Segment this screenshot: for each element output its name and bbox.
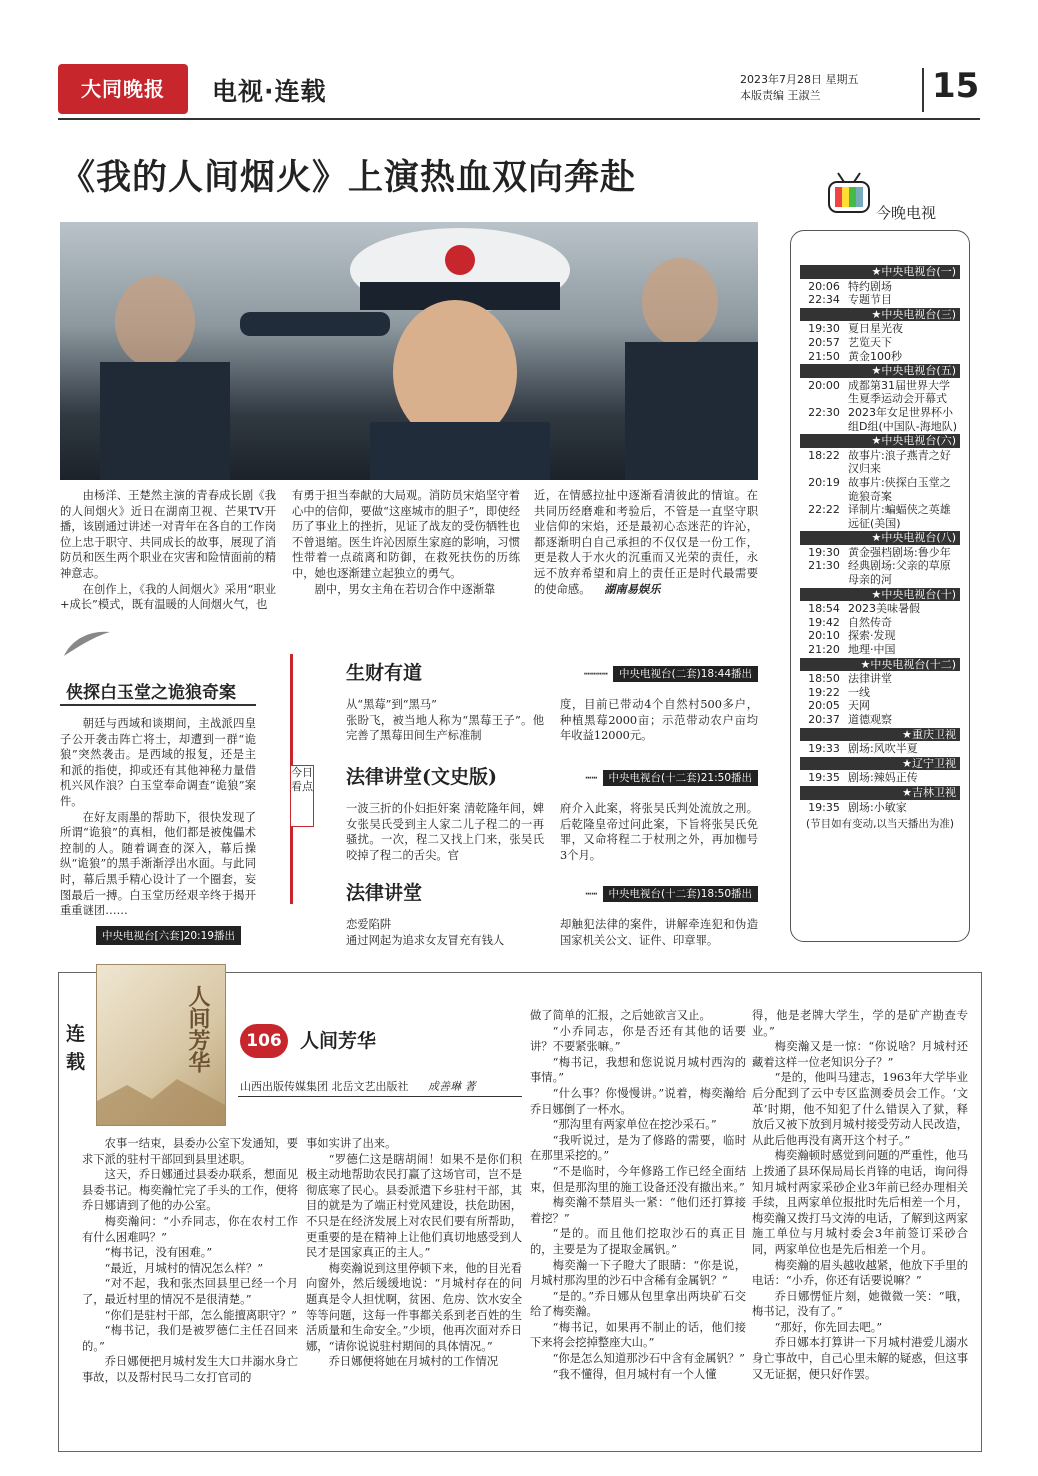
book-cover-mountain-art bbox=[97, 1065, 225, 1125]
page-number-divider bbox=[922, 68, 924, 112]
program-name: 故事片:侠探白玉堂之诡狼奇案 bbox=[848, 475, 951, 503]
episode-number-badge: 106 bbox=[240, 1024, 288, 1058]
program-time: 21:50 bbox=[808, 349, 840, 363]
serial-para: “梅书记，如果再不制止的话，他们接下来将会挖掉整座大山。” bbox=[530, 1320, 746, 1350]
serial-para: “我听说过，是为了修路的需要，临时在那里采挖的。” bbox=[530, 1133, 746, 1163]
highlight-title: 法律讲堂(文史版) bbox=[346, 766, 497, 788]
program-name: 剧场:风吹半夏 bbox=[848, 742, 918, 756]
serial-para: “梅书记，我想和您说说月城村西沟的事情。” bbox=[530, 1055, 746, 1085]
serial-para: 事如实讲了出来。 bbox=[306, 1137, 397, 1150]
serial-para: “你是怎么知道那沙石中含有金属钒？” bbox=[552, 1352, 745, 1366]
program-name: 一线 bbox=[848, 685, 870, 699]
program-row bbox=[800, 406, 960, 433]
program-time: 22:34 bbox=[808, 293, 840, 307]
program-time: 20:57 bbox=[808, 335, 840, 349]
program-time: 19:42 bbox=[808, 615, 840, 629]
program-name: 黄金强档剧场:鲁少年 bbox=[848, 545, 951, 559]
highlight-left-text: 一波三折的仆妇拒奸案 清乾隆年间，婢女张吴氏受到主人家二儿子程二的一再骚扰。一次，程二又找上门来，张吴氏咬掉了程二的舌尖。官 bbox=[346, 802, 544, 862]
serial-col-3 bbox=[530, 1008, 746, 1382]
channel-header: ★辽宁卫视 bbox=[800, 757, 960, 771]
program-row bbox=[800, 699, 960, 713]
program-row bbox=[800, 350, 960, 364]
tonight-tv-title: 今晚电视 bbox=[876, 204, 937, 222]
serial-para: “那沟里有两家单位在挖沙采石。” bbox=[552, 1118, 717, 1132]
serial-para: 梅奕瀚问：“小乔同志，你在农村工作有什么困难吗？” bbox=[82, 1214, 298, 1244]
program-row bbox=[800, 643, 960, 657]
program-time: 18:22 bbox=[808, 448, 840, 462]
serial-para: “罗德仁这是瞎胡闹！如果不是你们积极主动地帮助农民打赢了这场官司，岂不是彻底寒了民心。县委派遣下乡驻村干部，其目的就是为了端正村党风建设，扶危助困，不只是在经济发展上对农民们要有所帮助，更重要的是在精神上让他们真切地感受到人民才是国家真正的主人。” bbox=[306, 1152, 522, 1260]
highlight-right-text: 府介入此案，将张吴氏判处流放之刑。后乾隆皇帝过问此案，下旨将张吴氏免罪，又命将程二于杖刑之外，再加枷号3个月。 bbox=[560, 802, 758, 862]
yutang-body bbox=[60, 716, 256, 919]
program-name: 译制片:蝙蝠侠之英雄远征(美国) bbox=[848, 503, 951, 530]
program-row bbox=[800, 602, 960, 616]
program-time: 20:05 bbox=[808, 699, 840, 713]
serial-para: “什么事？你慢慢讲。”说着，梅奕瀚给乔日娜倒了一杯水。 bbox=[530, 1086, 746, 1116]
channel-header: ★重庆卫视 bbox=[800, 728, 960, 742]
program-row bbox=[800, 476, 960, 503]
program-row bbox=[800, 336, 960, 350]
channel-header: ★吉林卫视 bbox=[800, 786, 960, 800]
serial-label: 连载 bbox=[66, 1023, 86, 1073]
program-time: 18:50 bbox=[808, 672, 840, 686]
serial-para: “最近，月城村的情况怎么样？” bbox=[104, 1261, 264, 1275]
yutang-rule bbox=[60, 704, 256, 706]
program-row bbox=[800, 742, 960, 756]
article-para: 剧中，男女主角在若切合作中逐渐靠 bbox=[314, 582, 496, 596]
serial-para: 得，他是老牌大学生，学的是矿产勘查专业。” bbox=[752, 1009, 968, 1038]
highlight-right-text: 度，目前已带动4个自然村500多户，种植黑莓2000亩；示范带动农户亩均年收益12000元。 bbox=[560, 698, 758, 743]
program-row bbox=[800, 546, 960, 560]
serial-para: 农事一结束，县委办公室下发通知，要求下派的驻村干部回到县里述职。 bbox=[82, 1137, 298, 1166]
program-row bbox=[800, 713, 960, 727]
article-col-2 bbox=[292, 488, 520, 597]
serial-para: 梅奕瀚不禁眉头一紧：“他们还打算接着挖？” bbox=[530, 1196, 746, 1225]
highlight-air-time: 中央电视台(二套)18:44播出 bbox=[613, 666, 758, 682]
article-para: 有勇于担当奉献的大局观。消防员宋焰坚守着心中的信仰，要做“这座城市的胆子”，即使经历了事业上的挫折，见证了战友的受伤牺牲也不曾退缩。医生许沁因原生家庭的影响，习惯性带着一点疏离和防御，在救死扶伤的历练中，她也逐渐建立起独立的勇气。 bbox=[292, 489, 520, 580]
serial-para: 乔日娜本打算讲一下月城村港爱儿溺水身亡事故中，自己心里未解的疑惑，但这事又无证据，便只好作罢。 bbox=[752, 1336, 968, 1381]
serial-para: 乔日娜愣怔片刻，她微微一笑：“哦，梅书记，没有了。” bbox=[752, 1289, 968, 1319]
program-name: 2023美味暑假 bbox=[848, 602, 920, 616]
yutang-para: 朝廷与西域和谈期间，主战派四皇子公开袭击阵亡将士，却遭到一群“诡狼”突然袭击。是西域的报复，还是主和派的指使，抑或还有其他神秘力量借机兴风作浪？白玉堂奉命调查“诡狼”案件。 bbox=[60, 717, 256, 808]
schedule-note: (节目如有变动,以当天播出为准) bbox=[805, 818, 955, 831]
program-time: 20:00 bbox=[808, 378, 840, 392]
author: 成善琳 著 bbox=[428, 1080, 476, 1093]
program-time: 19:22 bbox=[808, 685, 840, 699]
program-time: 22:22 bbox=[808, 503, 840, 517]
program-row bbox=[800, 686, 960, 700]
program-row bbox=[800, 672, 960, 686]
serial-para: “是的，他叫马建志，1963年大学毕业后分配到了云中专区监测委员会工作。‘文革’时期，他不知犯了什么错误入了狱，释放后又被下放到月城村接受劳动人民改造，从此后他再没有离开这个村子。” bbox=[752, 1071, 968, 1147]
program-name: 特约剧场 bbox=[848, 279, 892, 293]
serial-col-1 bbox=[82, 1136, 298, 1386]
article-col-1 bbox=[60, 488, 276, 613]
tv-icon bbox=[826, 172, 876, 220]
article-para: 近，在情感拉扯中逐渐看清彼此的情谊。在共同历经磨难和考验后，不管是一直坚守职业信仰的宋焰，还是最初心态迷茫的许沁，都逐渐明白自己承担的不仅仅是一份工作，更是救人于水火的沉重而又光荣的责任，永远不放弃希望和肩上的责任正是时代最需要的使命感。 bbox=[534, 489, 758, 596]
program-row bbox=[800, 801, 960, 815]
program-name: 天网 bbox=[848, 699, 870, 713]
highlight-item: 法律讲堂(文史版) ┅┅ 中央电视台(十二套)21:50播出 一波三折的仆妇拒奸案 清乾隆年间，婢女张吴氏受到主人家二儿子程二的一再骚扰。一次，程二又找上门来，张吴氏咬掉了程二的舌尖。官 府介入此案，将张吴氏判处流放之刑。后乾隆皇帝过问此案，下旨将张吴氏免罪，又命将程二于杖刑之外，再加枷号3个月。 bbox=[346, 762, 758, 863]
newspaper-logo: 大同晚报 bbox=[58, 64, 188, 114]
highlight-title: 法律讲堂 bbox=[346, 882, 423, 904]
channel-header: ★中央电视台(八) bbox=[800, 531, 960, 545]
tv-schedule bbox=[800, 264, 960, 832]
masthead-rule bbox=[58, 118, 980, 120]
program-name: 故事片:浪子燕青之好汉归来 bbox=[848, 448, 951, 476]
program-name: 剧场:辣妈正传 bbox=[848, 771, 918, 785]
article-para: 由杨洋、王楚然主演的青春成长剧《我的人间烟火》近日在湖南卫视、芒果TV开播，该剧通过讲述一对青年在各自的工作岗位上忠于职守、共同成长的故事，展现了消防员和医生两个职业在灾害和险情面前的精神意志。 bbox=[60, 489, 276, 580]
program-time: 21:30 bbox=[808, 559, 840, 573]
program-time: 20:19 bbox=[808, 475, 840, 489]
program-row bbox=[800, 616, 960, 630]
serial-col-4 bbox=[752, 1008, 968, 1382]
highlight-title: 生财有道 bbox=[346, 662, 423, 684]
article-para: 在创作上，《我的人间烟火》采用“职业+成长”模式，既有温暖的人间烟火气，也 bbox=[60, 582, 276, 612]
serial-para: 梅奕瀚的眉头越收越紧，他放下手里的电话：“小乔，你还有话要说嘛？” bbox=[752, 1258, 968, 1288]
program-row bbox=[800, 771, 960, 785]
publisher-line bbox=[240, 1078, 476, 1094]
section-name: 电视·连载 bbox=[212, 77, 327, 106]
episode-rule bbox=[238, 1096, 522, 1097]
program-name: 自然传奇 bbox=[848, 615, 892, 629]
program-name: 艺览天下 bbox=[848, 335, 892, 349]
program-name: 探索·发现 bbox=[848, 629, 896, 643]
serial-para: “小乔同志，你是否还有其他的话要讲？不要紧张嘛。” bbox=[530, 1024, 746, 1054]
program-time: 19:35 bbox=[808, 800, 840, 814]
highlight-item: 生财有道 ┅┅┅┅ 中央电视台(二套)18:44播出 从“黑莓”到“黑马” 张盼飞，被当地人称为“黑莓王子”。他完善了黑莓田间生产标准制 度，目前已带动4个自然村500多户，种植黑莓2000亩；示范带动农户亩均年收益12000元。 bbox=[346, 658, 758, 744]
firefighter-salute-photo bbox=[60, 222, 758, 480]
serial-col-2 bbox=[306, 1136, 522, 1370]
highlight-left-text: 恋爱陷阱 通过网起为追求女友冒充有钱人 bbox=[346, 918, 505, 947]
program-name: 法律讲堂 bbox=[848, 672, 892, 686]
highlight-left-text: 从“黑莓”到“黑马” 张盼飞，被当地人称为“黑莓王子”。他完善了黑莓田间生产标准制 bbox=[346, 698, 544, 743]
yutang-para: 在好友雨墨的帮助下，很快发现了所谓“诡狼”的真相，他们都是被傀儡术控制的人。随着调查的深入，幕后操纵“诡狼”的黑手渐渐浮出水面。与此同时，幕后黑手精心设计了一个圈套，妄图最后一搏。白玉堂历经艰辛终于揭开重重谜团…… bbox=[60, 810, 256, 918]
serial-para: “我不懂得，但月城村有一个人懂 bbox=[552, 1367, 717, 1381]
program-name: 成都第31届世界大学生夏季运动会开幕式 bbox=[848, 378, 950, 406]
page-editor: 本版责编 王淑兰 bbox=[740, 89, 821, 102]
program-row bbox=[800, 379, 960, 406]
serial-para: 做了简单的汇报，之后她欲言又止。 bbox=[530, 1009, 711, 1022]
channel-header: ★中央电视台(六) bbox=[800, 434, 960, 448]
channel-header: ★中央电视台(十) bbox=[800, 588, 960, 602]
serial-para: 乔日娜便把月城村发生大口井溺水身亡事故，以及帮村民马二女打官司的 bbox=[82, 1355, 298, 1384]
serial-para: “是的。而且他们挖取沙石的真正目的，主要是为了提取金属钒。” bbox=[530, 1227, 746, 1256]
article-byline: 湖南易娱乐 bbox=[604, 581, 661, 596]
program-name: 2023年女足世界杯小组D组(中国队-海地队) bbox=[848, 405, 958, 433]
book-cover bbox=[96, 964, 226, 1126]
serial-para: 梅奕瀚顿时感觉到问题的严重性，他马上拨通了县环保局局长肖锋的电话，询问得知月城村两家采砂企业3年前已经办理相关手续，且两家单位报批时先后相差一个月，梅奕瀚又拨打马文涛的电话，了解到这两家施工单位与月城村委会3年前签订采砂合同，两家单位也是先后相差一个月。 bbox=[752, 1149, 968, 1256]
program-time: 19:33 bbox=[808, 742, 840, 756]
program-time: 19:30 bbox=[808, 322, 840, 336]
program-name: 黄金100秒 bbox=[848, 349, 902, 363]
program-name: 地理·中国 bbox=[848, 643, 896, 657]
program-row bbox=[800, 322, 960, 336]
page-number: 15 bbox=[932, 66, 980, 106]
program-time: 20:06 bbox=[808, 279, 840, 293]
serial-para: “不是临时，今年修路工作已经全面结束，但是那沟里的施工设备还没有撤出来。” bbox=[530, 1164, 746, 1194]
serial-para: 乔日娜便将她在月城村的工作情况 bbox=[328, 1355, 499, 1369]
serial-para: 这天，乔日娜通过县委办联系，想面见县委书记。梅奕瀚忙完了手头的工作，便将乔日娜请到了他的办公室。 bbox=[82, 1168, 298, 1213]
program-time: 21:20 bbox=[808, 643, 840, 657]
serial-para: 梅奕瀚又是一惊：“你说啥？月城村还藏着这样一位老知识分子？” bbox=[752, 1040, 968, 1069]
program-time: 19:30 bbox=[808, 545, 840, 559]
serial-para: 梅奕瀚一下子瞪大了眼睛：“你是说，月城村那沟里的沙石中含稀有金属钒？” bbox=[530, 1258, 746, 1288]
highlight-right-text: 却触犯法律的案件，讲解牵连犯和伪造国家机关公文、证件、印章罪。 bbox=[560, 918, 758, 947]
program-time: 22:30 bbox=[808, 405, 840, 419]
highlight-item: 法律讲堂 ┅┅ 中央电视台(十二套)18:50播出 恋爱陷阱 通过网起为追求女友冒充有钱人 却触犯法律的案件，讲解牵连犯和伪造国家机关公文、证件、印章罪。 bbox=[346, 878, 758, 948]
serial-para: “梅书记，没有困难。” bbox=[104, 1246, 213, 1260]
program-time: 20:10 bbox=[808, 629, 840, 643]
highlight-air-time: 中央电视台(十二套)18:50播出 bbox=[603, 886, 758, 902]
feather-ornament-icon bbox=[62, 628, 112, 658]
book-cover-title: 人间芳华 bbox=[185, 985, 211, 1073]
program-row bbox=[800, 559, 960, 586]
serial-para: “梅书记，我们是被罗德仁主任召回来的。” bbox=[82, 1324, 298, 1353]
channel-header: ★中央电视台(三) bbox=[800, 308, 960, 322]
program-name: 道德观察 bbox=[848, 713, 892, 726]
yutang-title: 侠探白玉堂之诡狼奇案 bbox=[66, 683, 236, 703]
program-name: 剧场:小敏家 bbox=[848, 800, 907, 814]
article-col-3 bbox=[534, 488, 758, 597]
program-name: 专题节目 bbox=[848, 293, 892, 307]
lead-photo bbox=[60, 222, 758, 480]
program-name: 经典剧场:父亲的草原母亲的河 bbox=[848, 559, 951, 587]
channel-header: ★中央电视台(五) bbox=[800, 364, 960, 378]
highlight-air-time: 中央电视台(十二套)21:50播出 bbox=[603, 770, 758, 786]
program-row bbox=[800, 503, 960, 530]
yutang-air-time: 中央电视台[六套]20:19播出 bbox=[96, 926, 241, 945]
highlights-tab: 今日看点 bbox=[290, 765, 314, 827]
serial-para: “那好，你先回去吧。” bbox=[774, 1320, 883, 1334]
serial-para: “对不起，我和张杰回县里已经一个月了，最近村里的情况不是很清楚。” bbox=[82, 1277, 298, 1306]
channel-header: ★中央电视台(一) bbox=[800, 265, 960, 279]
program-time: 18:54 bbox=[808, 602, 840, 616]
serial-para: “你们是驻村干部，怎么能擅离职守？” bbox=[104, 1308, 297, 1322]
episode-title: 人间芳华 bbox=[300, 1030, 377, 1052]
serial-para: “是的。”乔日娜从包里拿出两块矿石交给了梅奕瀚。 bbox=[530, 1289, 746, 1319]
publisher: 山西出版传媒集团 北岳文艺出版社 bbox=[240, 1080, 409, 1093]
program-row bbox=[800, 629, 960, 643]
program-row bbox=[800, 280, 960, 294]
main-headline: 《我的人间烟火》上演热血双向奔赴 bbox=[60, 157, 637, 198]
serial-para: 梅奕瀚说到这里停顿下来，他的目光看向窗外，然后缓缓地说：“月城村存在的问题真是令人担忧啊，贫困、危房、饮水安全等等问题，这每一件事都关系到老百姓的生活质量和生命安全。”少顷，他再次面对乔日娜，“请你说说驻村期间的具体情况。” bbox=[306, 1261, 522, 1353]
program-time: 20:37 bbox=[808, 713, 840, 726]
masthead-meta bbox=[740, 72, 859, 104]
channel-header: ★中央电视台(十二) bbox=[800, 658, 960, 672]
program-time: 19:35 bbox=[808, 771, 840, 785]
program-row bbox=[800, 293, 960, 307]
program-name: 夏日星光夜 bbox=[848, 322, 903, 336]
program-row bbox=[800, 449, 960, 476]
issue-date: 2023年7月28日 星期五 bbox=[740, 73, 859, 86]
